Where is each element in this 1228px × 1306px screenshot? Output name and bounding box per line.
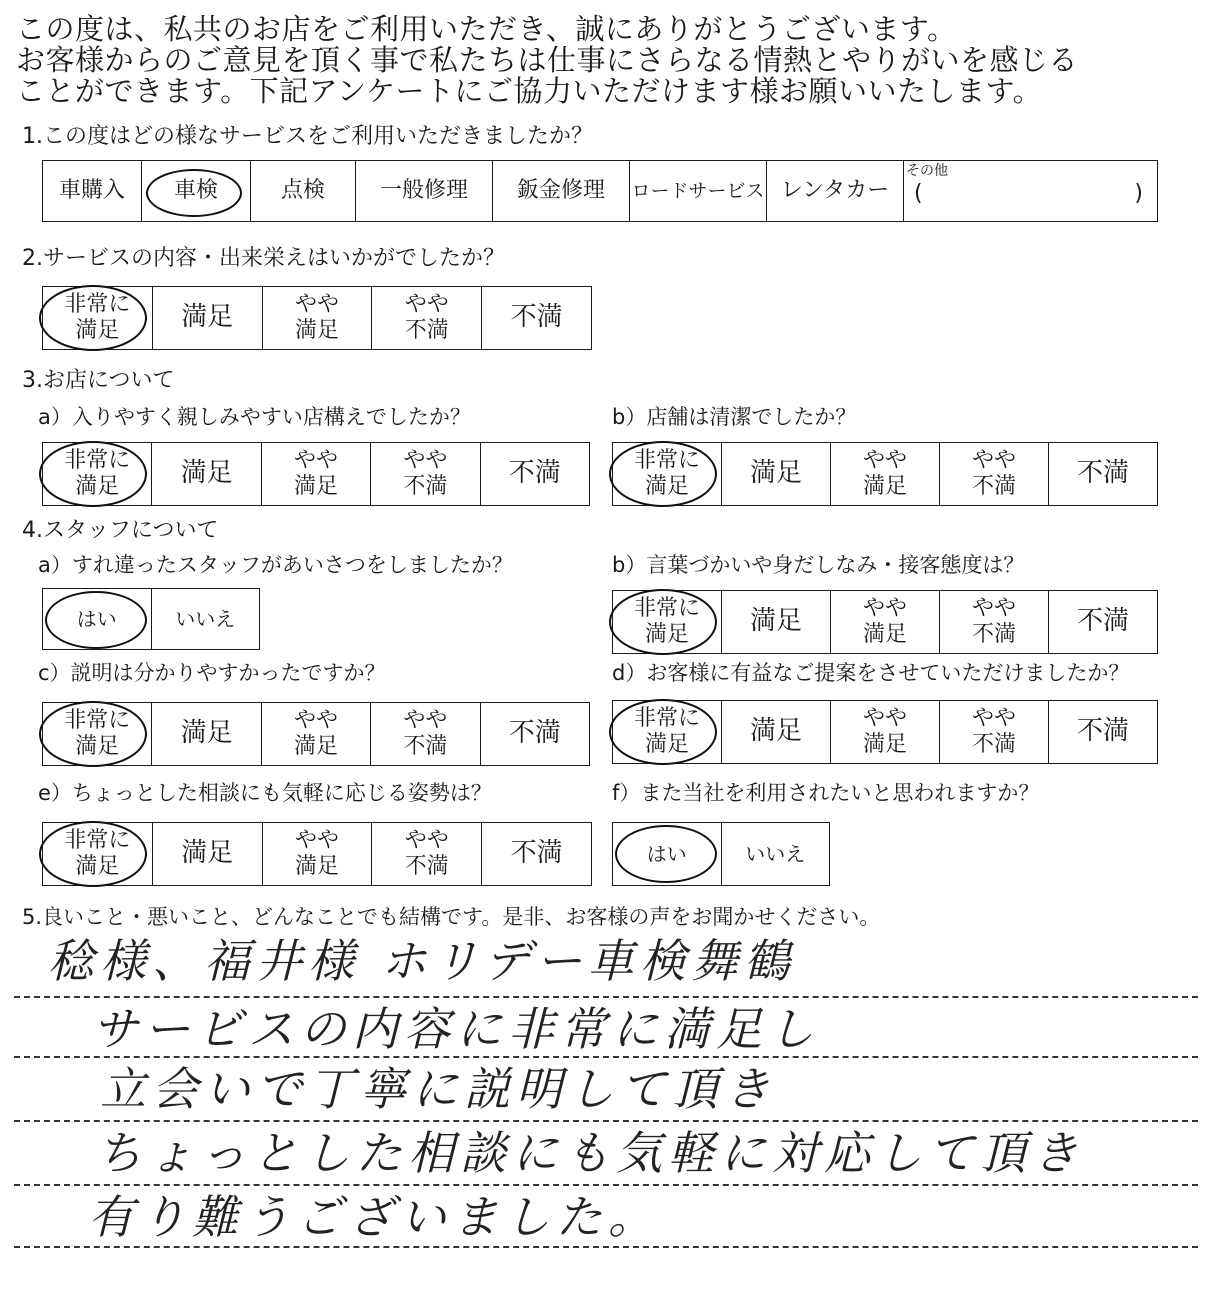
option-very-satisfied[interactable] [43,287,153,350]
option-label-top: 非常に [64,448,131,473]
option-label: ロードサービス [631,180,765,202]
option-label: 満足 [749,606,802,636]
option-dissatisfied[interactable] [480,703,589,766]
option-label-bottom: 不満 [404,854,449,879]
option-label-top: やや [862,706,907,731]
option-dissatisfied[interactable] [1049,591,1158,654]
handwritten-comment-line: ちょっとした相談にも気軽に対応して頂き [96,1126,1084,1180]
handwritten-comment-line: サービスの内容に非常に満足し [92,1002,820,1056]
intro-line: お客様からのご意見を頂く事で私たちは仕事にさらなる情熱とやりがいを感じる [16,43,1079,77]
option-somewhat-satisfied[interactable] [831,591,940,654]
option-label: 不満 [508,718,561,748]
option-very-satisfied[interactable] [43,443,152,506]
q1-option[interactable] [767,161,904,222]
option-label-top: 非常に [633,596,700,621]
option-label-bottom: 満足 [293,734,338,759]
q1-other-field[interactable] [904,161,1158,222]
option-label-bottom: 満足 [294,318,339,343]
option-label-top: 非常に [64,708,131,733]
option-label-top: やや [294,828,339,853]
option-label: 不満 [510,302,563,332]
option-label: 不満 [1076,716,1129,746]
option-very-satisfied[interactable] [43,823,153,886]
option-label: 満足 [749,716,802,746]
q4a-label: a）すれ違ったスタッフがあいさつをしましたか？ [38,553,513,577]
q3a-label: a）入りやすく親しみやすい店構えでしたか？ [38,405,471,429]
option-satisfied[interactable] [152,287,262,350]
option-label-bottom: 満足 [75,474,120,499]
open-paren: ( [914,181,923,206]
option-label: 満足 [749,458,802,488]
other-label: その他 [906,163,948,179]
option-label-top: やや [404,828,449,853]
option-label-bottom: 満足 [644,732,689,757]
option-satisfied[interactable] [152,823,262,886]
option-label: 不満 [1076,606,1129,636]
q1-option[interactable] [251,161,356,222]
handwritten-comment-line: 立会いで丁寧に説明して頂き [100,1062,776,1116]
option-label-top: 非常に [64,828,131,853]
q4e-label: e）ちょっとした相談にも気軽に応じる姿勢は？ [38,781,492,805]
comment-rule [14,1184,1198,1186]
option-label: 満足 [180,458,233,488]
option-somewhat-satisfied[interactable] [262,823,372,886]
option-dissatisfied[interactable] [480,443,589,506]
q1-option[interactable] [630,161,767,222]
option-satisfied[interactable] [722,591,831,654]
comment-rule [14,1056,1198,1058]
option-no[interactable] [721,823,830,886]
option-satisfied[interactable] [722,701,831,764]
q4f-label: f）また当社を利用されたいと思われますか？ [612,781,1040,805]
q3b-label: b）店舗は清潔でしたか？ [612,405,857,429]
q3a-options [42,442,590,506]
option-label-bottom: 満足 [862,474,907,499]
option-label-bottom: 不満 [971,732,1016,757]
option-label-bottom: 不満 [971,622,1016,647]
option-label-bottom: 満足 [862,732,907,757]
q4b-label: b）言葉づかいや身だしなみ・接客態度は？ [612,553,1025,577]
option-somewhat-dissatisfied[interactable] [372,823,482,886]
q2-title: 2.サービスの内容・出来栄えはいかがでしたか？ [22,246,505,271]
comment-rule [14,996,1198,998]
q1-option-selected[interactable] [142,161,251,222]
option-label-top: 非常に [64,292,131,317]
option-very-satisfied[interactable] [613,443,722,506]
option-somewhat-satisfied[interactable] [831,701,940,764]
comment-rule [14,1120,1198,1122]
option-dissatisfied[interactable] [1049,443,1158,506]
option-somewhat-dissatisfied[interactable] [371,443,480,506]
q4b-options [612,590,1158,654]
option-label-bottom: 満足 [644,474,689,499]
option-somewhat-dissatisfied[interactable] [371,703,480,766]
option-label: 不満 [1076,458,1129,488]
q1-title: 1.この度はどの様なサービスをご利用いただきましたか？ [22,124,593,149]
option-somewhat-dissatisfied[interactable] [940,443,1049,506]
intro-line: ことができます。下記アンケートにご協力いただけます様お願いいたします。 [16,74,1043,108]
option-label-bottom: 満足 [862,622,907,647]
option-label: 鈑金修理 [516,178,605,203]
option-somewhat-satisfied[interactable] [262,287,372,350]
option-label: 不満 [508,458,561,488]
q4-title: 4.スタッフについて [22,518,219,543]
option-very-satisfied[interactable] [613,701,722,764]
option-dissatisfied[interactable] [1049,701,1158,764]
option-label: 一般修理 [379,178,468,203]
close-paren: ) [1134,181,1143,206]
intro-text [16,14,1216,107]
q1-option[interactable] [356,161,493,222]
q1-option[interactable] [493,161,630,222]
option-somewhat-satisfied[interactable] [261,443,370,506]
q3-title: 3.お店について [22,368,175,393]
option-very-satisfied[interactable] [613,591,722,654]
option-label-top: やや [293,448,338,473]
option-label-bottom: 満足 [75,854,120,879]
option-label: 車検 [173,178,218,203]
option-somewhat-dissatisfied[interactable] [940,701,1049,764]
option-label: いいえ [745,841,806,866]
comment-rule [14,1246,1198,1248]
q3b-options [612,442,1158,506]
option-label-bottom: 不満 [403,474,448,499]
option-label-bottom: 満足 [644,622,689,647]
q4d-options [612,700,1158,764]
q4c-label: c）説明は分かりやすかったですか？ [38,661,386,685]
option-label-bottom: 満足 [293,474,338,499]
option-label-top: やや [293,708,338,733]
q4e-options [42,822,592,886]
option-label-top: やや [971,596,1016,621]
option-label: 満足 [181,838,234,868]
q4d-label: d）お客様に有益なご提案をさせていただけましたか？ [612,661,1130,685]
option-label: 満足 [181,302,234,332]
option-somewhat-satisfied[interactable] [261,703,370,766]
option-no[interactable] [151,589,260,650]
option-label-top: 非常に [633,706,700,731]
option-very-satisfied[interactable] [43,703,152,766]
option-label-top: やや [862,448,907,473]
option-label: いいえ [175,606,236,631]
option-label-top: 非常に [633,448,700,473]
option-label-top: やや [862,596,907,621]
option-satisfied[interactable] [152,443,261,506]
other-parens [904,179,1157,207]
q5-title: 5.良いこと・悪いこと、どんなことでも結構です。是非、お客様の声をお聞かせください。 [22,905,881,929]
option-somewhat-dissatisfied[interactable] [372,287,482,350]
q1-option[interactable] [43,161,142,222]
option-label: 点検 [280,178,325,203]
option-label-bottom: 満足 [294,854,339,879]
option-label-top: やや [294,292,339,317]
option-somewhat-dissatisfied[interactable] [940,591,1049,654]
option-label-bottom: 不満 [971,474,1016,499]
option-label-bottom: 不満 [403,734,448,759]
option-label: レンタカー [780,178,890,203]
q4a-options [42,588,260,650]
option-yes[interactable] [613,823,722,886]
option-label-top: やや [971,448,1016,473]
option-label: 不満 [510,838,563,868]
option-label-bottom: 満足 [75,734,120,759]
option-dissatisfied[interactable] [482,823,592,886]
option-label-top: やや [403,708,448,733]
option-label: 満足 [180,718,233,748]
option-label: はい [646,841,687,866]
option-label-top: やや [971,706,1016,731]
handwritten-comment-line: 有り難うございました。 [88,1190,660,1244]
q2-options [42,286,592,350]
option-yes[interactable] [43,589,152,650]
option-label-top: やや [404,292,449,317]
handwritten-comment-line: 稔様、福井様 ホリデー車検舞鶴 [48,934,796,988]
option-satisfied[interactable] [152,703,261,766]
option-label-top: やや [403,448,448,473]
option-label-bottom: 満足 [75,318,120,343]
option-satisfied[interactable] [722,443,831,506]
option-dissatisfied[interactable] [482,287,592,350]
intro-line: この度は、私共のお店をご利用いただき、誠にありがとうございます。 [16,12,957,46]
q4c-options [42,702,590,766]
option-label: はい [76,606,117,631]
option-somewhat-satisfied[interactable] [831,443,940,506]
option-label: 車購入 [58,178,125,203]
q4f-options [612,822,830,886]
option-label-bottom: 不満 [404,318,449,343]
q1-options [42,160,1158,222]
